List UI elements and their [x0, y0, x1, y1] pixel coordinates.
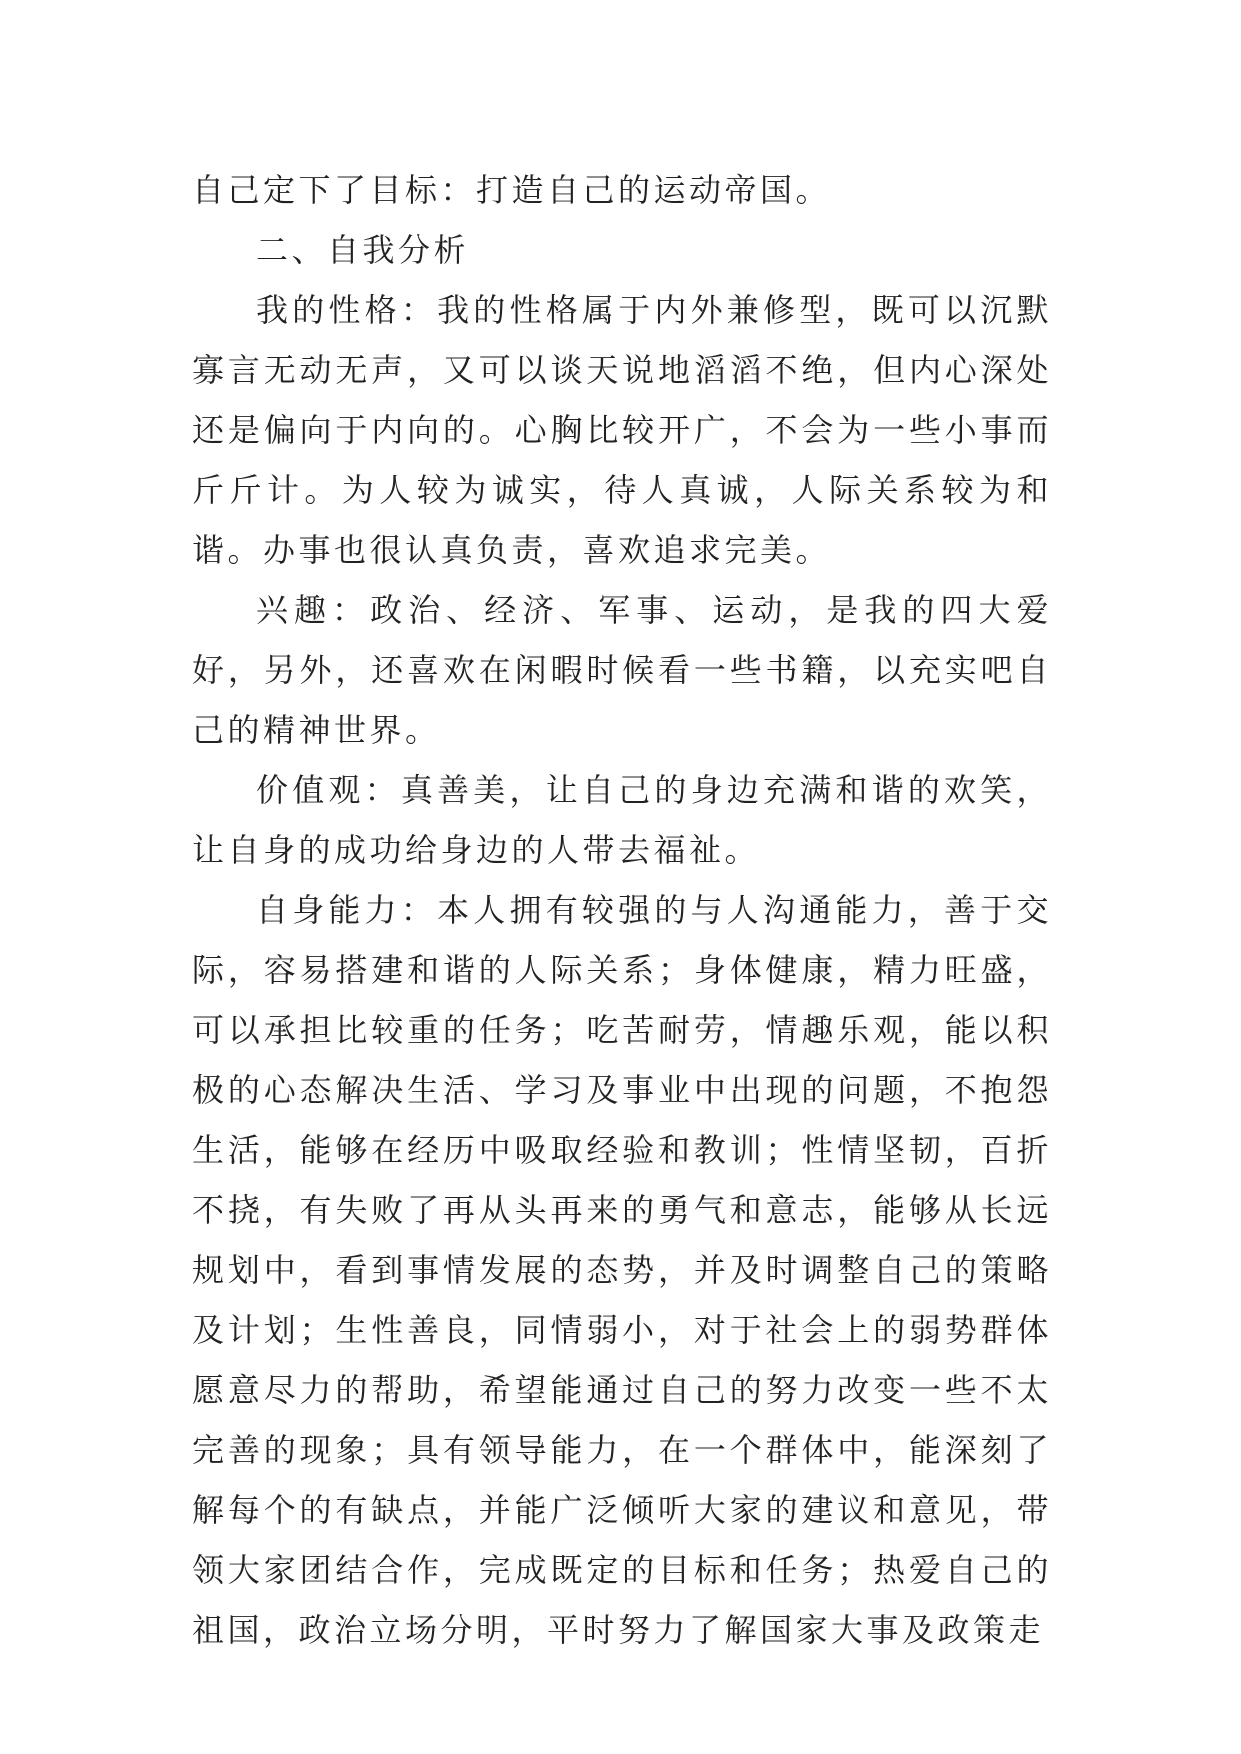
document-body [192, 160, 1052, 1660]
paragraph-personality: 我的性格：我的性格属于内外兼修型，既可以沉默寡言无动无声，又可以谈天说地滔滔不绝，但内心深处还是偏向于内向的。心胸比较开广，不会为一些小事而斤斤计。为人较为诚实，待人真诚，人际关系较为和谐。办事也很认真负责，喜欢追求完美。 [192, 291, 1052, 569]
paragraph-goal: 自己定下了目标：打造自己的运动帝国。 [192, 171, 832, 209]
paragraph-interests: 兴趣：政治、经济、军事、运动，是我的四大爱好，另外，还喜欢在闲暇时候看一些书籍，以充实吧自己的精神世界。 [192, 591, 1052, 749]
paragraph-abilities: 自身能力：本人拥有较强的与人沟通能力，善于交际，容易搭建和谐的人际关系；身体健康，精力旺盛，可以承担比较重的任务；吃苦耐劳，情趣乐观，能以积极的心态解决生活、学习及事业中出现的问题，不抱怨生活，能够在经历中吸取经验和教训；性情坚韧，百折不挠，有失败了再从头再来的勇气和意志，能够从长远规划中，看到事情发展的态势，并及时调整自己的策略及计划；生性善良，同情弱小，对于社会上的弱势群体愿意尽力的帮助，希望能通过自己的努力改变一些不太完善的现象；具有领导能力，在一个群体中，能深刻了解每个的有缺点，并能广泛倾听大家的建议和意见，带领大家团结合作，完成既定的目标和任务；热爱自己的祖国，政治立场分明，平时努力了解国家大事及政策走 [192, 891, 1052, 1649]
section-heading-self-analysis: 二、自我分析 [256, 231, 470, 269]
paragraph-values: 价值观：真善美，让自己的身边充满和谐的欢笑，让自身的成功给身边的人带去福祉。 [192, 771, 1052, 869]
